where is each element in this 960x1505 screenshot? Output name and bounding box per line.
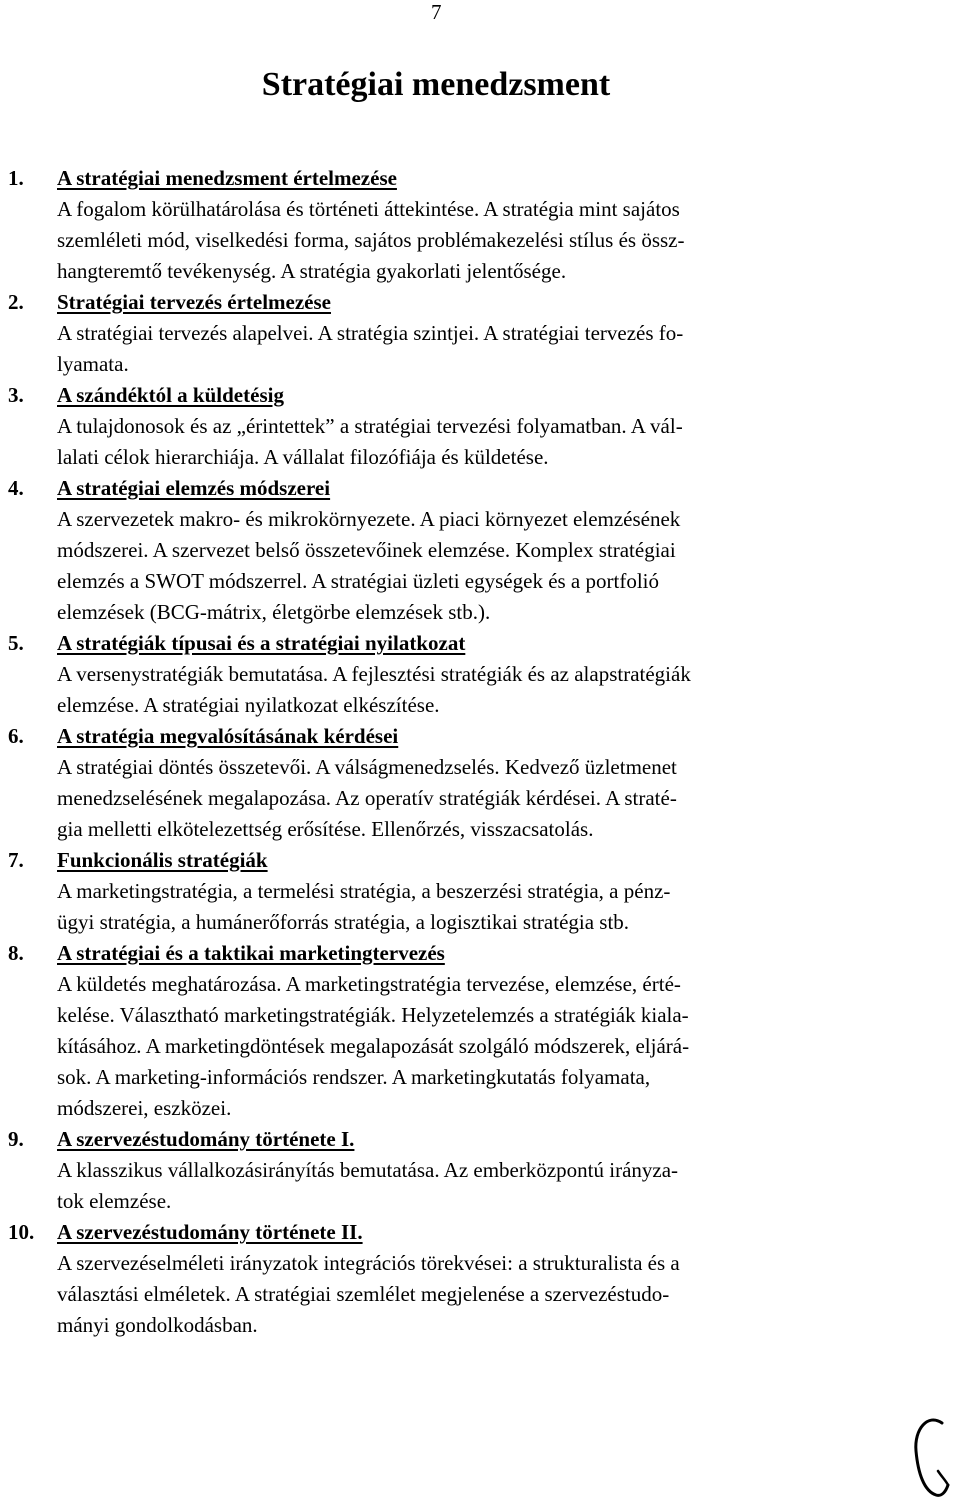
section-body: [57, 1217, 888, 1341]
section-heading: A szervezéstudomány története I.: [57, 1127, 355, 1151]
section-text-line: szemléleti mód, viselkedési forma, sajátos problémakezelési stílus és össz-: [57, 228, 685, 252]
section-text-line: sok. A marketing-információs rendszer. A marketingkutatás folyamata,: [57, 1065, 651, 1089]
section-text-line: A szervezéselméleti irányzatok integrációs törekvései: a strukturalista és a: [57, 1251, 680, 1275]
section-text-line: elemzése. A stratégiai nyilatkozat elkészítése.: [57, 693, 440, 717]
section-item: [8, 163, 888, 287]
section-heading: Funkcionális stratégiák: [57, 848, 268, 872]
section-text-line: gia melletti elkötelezettség erősítése. Ellenőrzés, visszacsatolás.: [57, 817, 594, 841]
section-item: [8, 287, 888, 380]
section-item: [8, 473, 888, 628]
section-item: [8, 628, 888, 721]
section-text-line: lalati célok hierarchiája. A vállalat filozófiája és küldetése.: [57, 445, 549, 469]
section-number: 4.: [8, 476, 24, 500]
section-item: [8, 721, 888, 845]
section-item: [8, 938, 888, 1124]
section-number: 8.: [8, 941, 24, 965]
section-body: [57, 845, 888, 938]
section-heading: A stratégiai elemzés módszerei: [57, 476, 331, 500]
section-number: 7.: [8, 848, 24, 872]
section-number: 2.: [8, 290, 24, 314]
section-heading: A stratégiai és a taktikai marketingtervezés: [57, 941, 445, 965]
section-text-line: A küldetés meghatározása. A marketingstratégia tervezése, elemzése, érté-: [57, 972, 681, 996]
section-item: [8, 845, 888, 938]
section-body: [57, 628, 888, 721]
section-body: [57, 938, 888, 1124]
section-text-line: A klasszikus vállalkozásirányítás bemutatása. Az emberközpontú irányza-: [57, 1158, 679, 1182]
section-heading: A szervezéstudomány története II.: [57, 1220, 363, 1244]
section-number: 6.: [8, 724, 24, 748]
section-text-line: A marketingstratégia, a termelési stratégia, a beszerzési stratégia, a pénz-: [57, 879, 671, 903]
section-heading: A stratégiák típusai és a stratégiai nyilatkozat: [57, 631, 466, 655]
section-text-line: kelése. Választható marketingstratégiák. Helyzetelemzés a stratégiák kiala-: [57, 1003, 689, 1027]
section-text-line: ügyi stratégia, a humánerőforrás stratégia, a logisztikai stratégia stb.: [57, 910, 630, 934]
section-text-line: módszerei. A szervezet belső összetevőinek elemzése. Komplex stratégiai: [57, 538, 676, 562]
section-text-line: választási elméletek. A stratégiai szemlélet megjelenése a szervezéstudo-: [57, 1282, 670, 1306]
section-text-line: lyamata.: [57, 352, 129, 376]
section-body: [57, 1124, 888, 1217]
section-text-line: A fogalom körülhatárolása és történeti áttekintése. A stratégia mint sajátos: [57, 197, 680, 221]
section-item: [8, 1124, 888, 1217]
section-body: [57, 163, 888, 287]
section-text-line: A stratégiai döntés összetevői. A válságmenedzselés. Kedvező üzletmenet: [57, 755, 677, 779]
section-text-line: elemzés a SWOT módszerrel. A stratégiai üzleti egységek és a portfolió: [57, 569, 659, 593]
section-list: [8, 163, 888, 1341]
section-body: [57, 721, 888, 845]
section-number: 5.: [8, 631, 24, 655]
section-text-line: A tulajdonosok és az „érintettek” a stratégiai tervezési folyamatban. A vál-: [57, 414, 683, 438]
section-number: 1.: [8, 166, 24, 190]
section-text-line: módszerei, eszközei.: [57, 1096, 232, 1120]
section-heading: Stratégiai tervezés értelmezése: [57, 290, 331, 314]
section-body: [57, 287, 888, 380]
section-heading: A stratégiai menedzsment értelmezése: [57, 166, 397, 190]
section-text-line: mányi gondolkodásban.: [57, 1313, 258, 1337]
section-text-line: hangteremtő tevékenység. A stratégia gyakorlati jelentősége.: [57, 259, 567, 283]
page-number: 7: [431, 0, 442, 24]
handwritten-initial: [908, 1411, 952, 1501]
section-text-line: tok elemzése.: [57, 1189, 172, 1213]
section-text-line: elemzések (BCG-mátrix, életgörbe elemzések stb.).: [57, 600, 491, 624]
section-text-line: A versenystratégiák bemutatása. A fejlesztési stratégiák és az alapstratégiák: [57, 662, 691, 686]
section-number: 3.: [8, 383, 24, 407]
page-title: Stratégiai menedzsment: [261, 66, 611, 103]
section-text-line: A szervezetek makro- és mikrokörnyezete. A piaci környezet elemzésének: [57, 507, 681, 531]
section-number: 9.: [8, 1127, 24, 1151]
section-heading: A stratégia megvalósításának kérdései: [57, 724, 399, 748]
section-body: [57, 473, 888, 628]
section-text-line: menedzselésének megalapozása. Az operatív stratégiák kérdései. A straté-: [57, 786, 677, 810]
section-text-line: A stratégiai tervezés alapelvei. A stratégia szintjei. A stratégiai tervezés fo-: [57, 321, 684, 345]
section-text-line: kításához. A marketingdöntések megalapozását szolgáló módszerek, eljárá-: [57, 1034, 690, 1058]
section-body: [57, 380, 888, 473]
section-heading: A szándéktól a küldetésig: [57, 383, 284, 407]
section-number: 10.: [8, 1220, 35, 1244]
section-item: [8, 380, 888, 473]
section-item: [8, 1217, 888, 1341]
